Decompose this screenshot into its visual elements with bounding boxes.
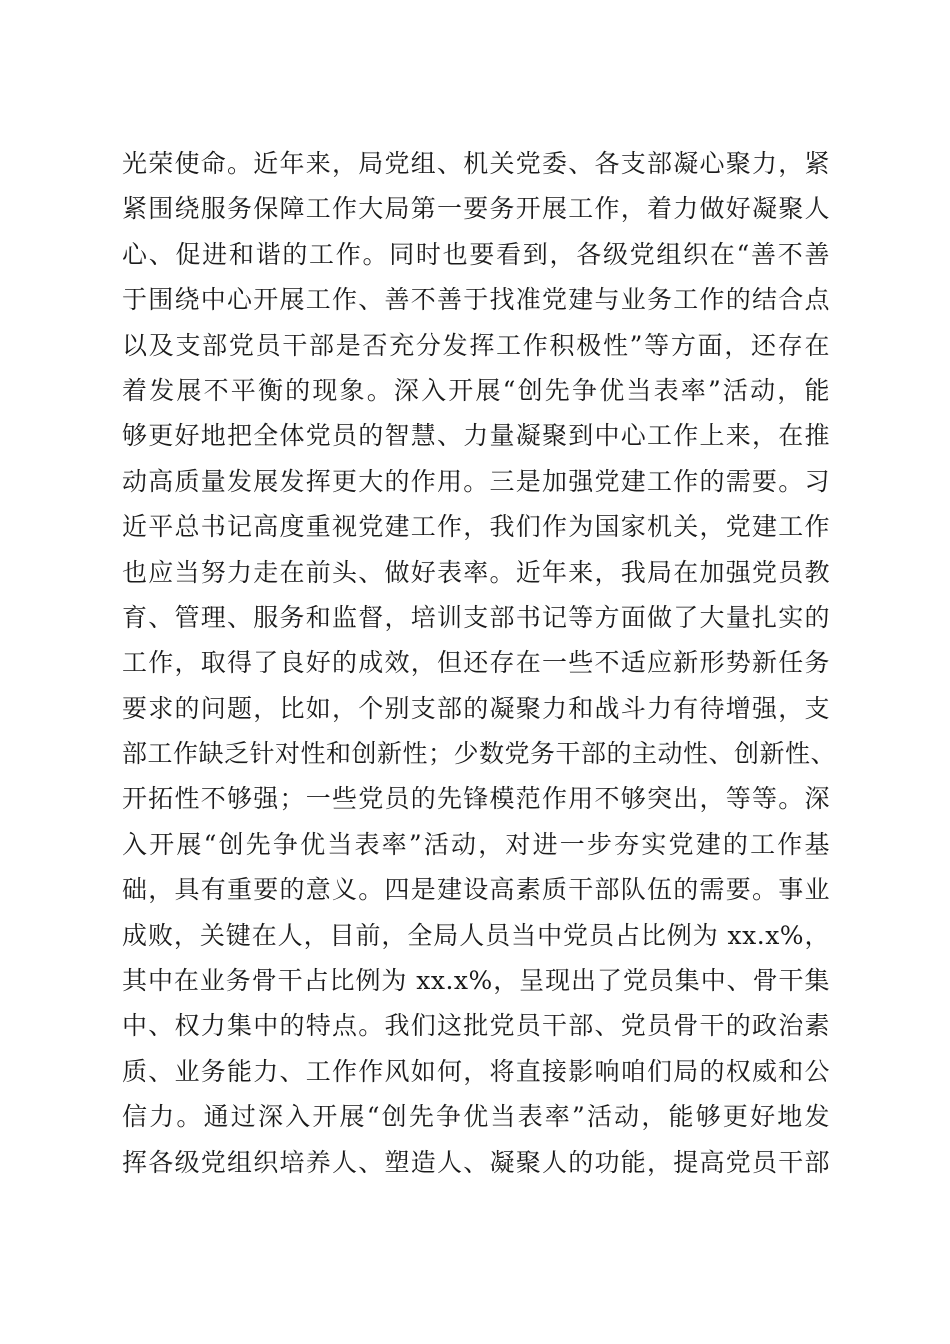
text-line: 光荣使命。近年来，局党组、机关党委、各支部凝心聚力，紧 bbox=[122, 149, 830, 178]
text-line: 挥各级党组织培养人、塑造人、凝聚人的功能，提高党员干部 bbox=[122, 1147, 830, 1177]
text-line: 以及支部党员干部是否充分发挥工作积极性”等方面，还存在 bbox=[122, 330, 830, 360]
text-line: 够更好地把全体党员的智慧、力量凝聚到中心工作上来，在推 bbox=[122, 421, 830, 451]
text-line: 信力。通过深入开展“创先争优当表率”活动，能够更好地发 bbox=[122, 1102, 830, 1132]
text-line: 育、管理、服务和监督，培训支部书记等方面做了大量扎实的 bbox=[122, 602, 830, 632]
text-line: 础，具有重要的意义。四是建设高素质干部队伍的需要。事业 bbox=[122, 875, 830, 905]
text-line: 中、权力集中的特点。我们这批党员干部、党员骨干的政治素 bbox=[122, 1011, 830, 1041]
text-line: 也应当努力走在前头、做好表率。近年来，我局在加强党员教 bbox=[122, 557, 830, 587]
text-line: 于围绕中心开展工作、善不善于找准党建与业务工作的结合点 bbox=[122, 285, 830, 315]
body-text bbox=[122, 141, 837, 1185]
text-line: 工作，取得了良好的成效，但还存在一些不适应新形势新任务 bbox=[122, 648, 830, 678]
text-line: 心、促进和谐的工作。同时也要看到，各级党组织在“善不善 bbox=[122, 239, 830, 269]
text-line: 部工作缺乏针对性和创新性；少数党务干部的主动性、创新性、 bbox=[122, 739, 837, 769]
text-line: 动高质量发展发挥更大的作用。三是加强党建工作的需要。习 bbox=[122, 466, 830, 496]
text-line: 近平总书记高度重视党建工作，我们作为国家机关，党建工作 bbox=[122, 512, 830, 542]
text-line: 开拓性不够强；一些党员的先锋模范作用不够突出，等等。深 bbox=[122, 784, 830, 814]
text-line: 质、业务能力、工作作风如何，将直接影响咱们局的权威和公 bbox=[122, 1056, 830, 1086]
text-line: 要求的问题，比如，个别支部的凝聚力和战斗力有待增强，支 bbox=[122, 693, 830, 723]
text-line: 成败，关键在人，目前，全局人员当中党员占比例为 xx.x%， bbox=[122, 920, 830, 950]
text-line: 着发展不平衡的现象。深入开展“创先争优当表率”活动，能 bbox=[122, 375, 830, 405]
text-line: 紧围绕服务保障工作大局第一要务开展工作，着力做好凝聚人 bbox=[122, 194, 830, 224]
text-line: 入开展“创先争优当表率”活动，对进一步夯实党建的工作基 bbox=[122, 829, 830, 859]
text-line: 其中在业务骨干占比例为 xx.x%，呈现出了党员集中、骨干集 bbox=[122, 966, 830, 996]
